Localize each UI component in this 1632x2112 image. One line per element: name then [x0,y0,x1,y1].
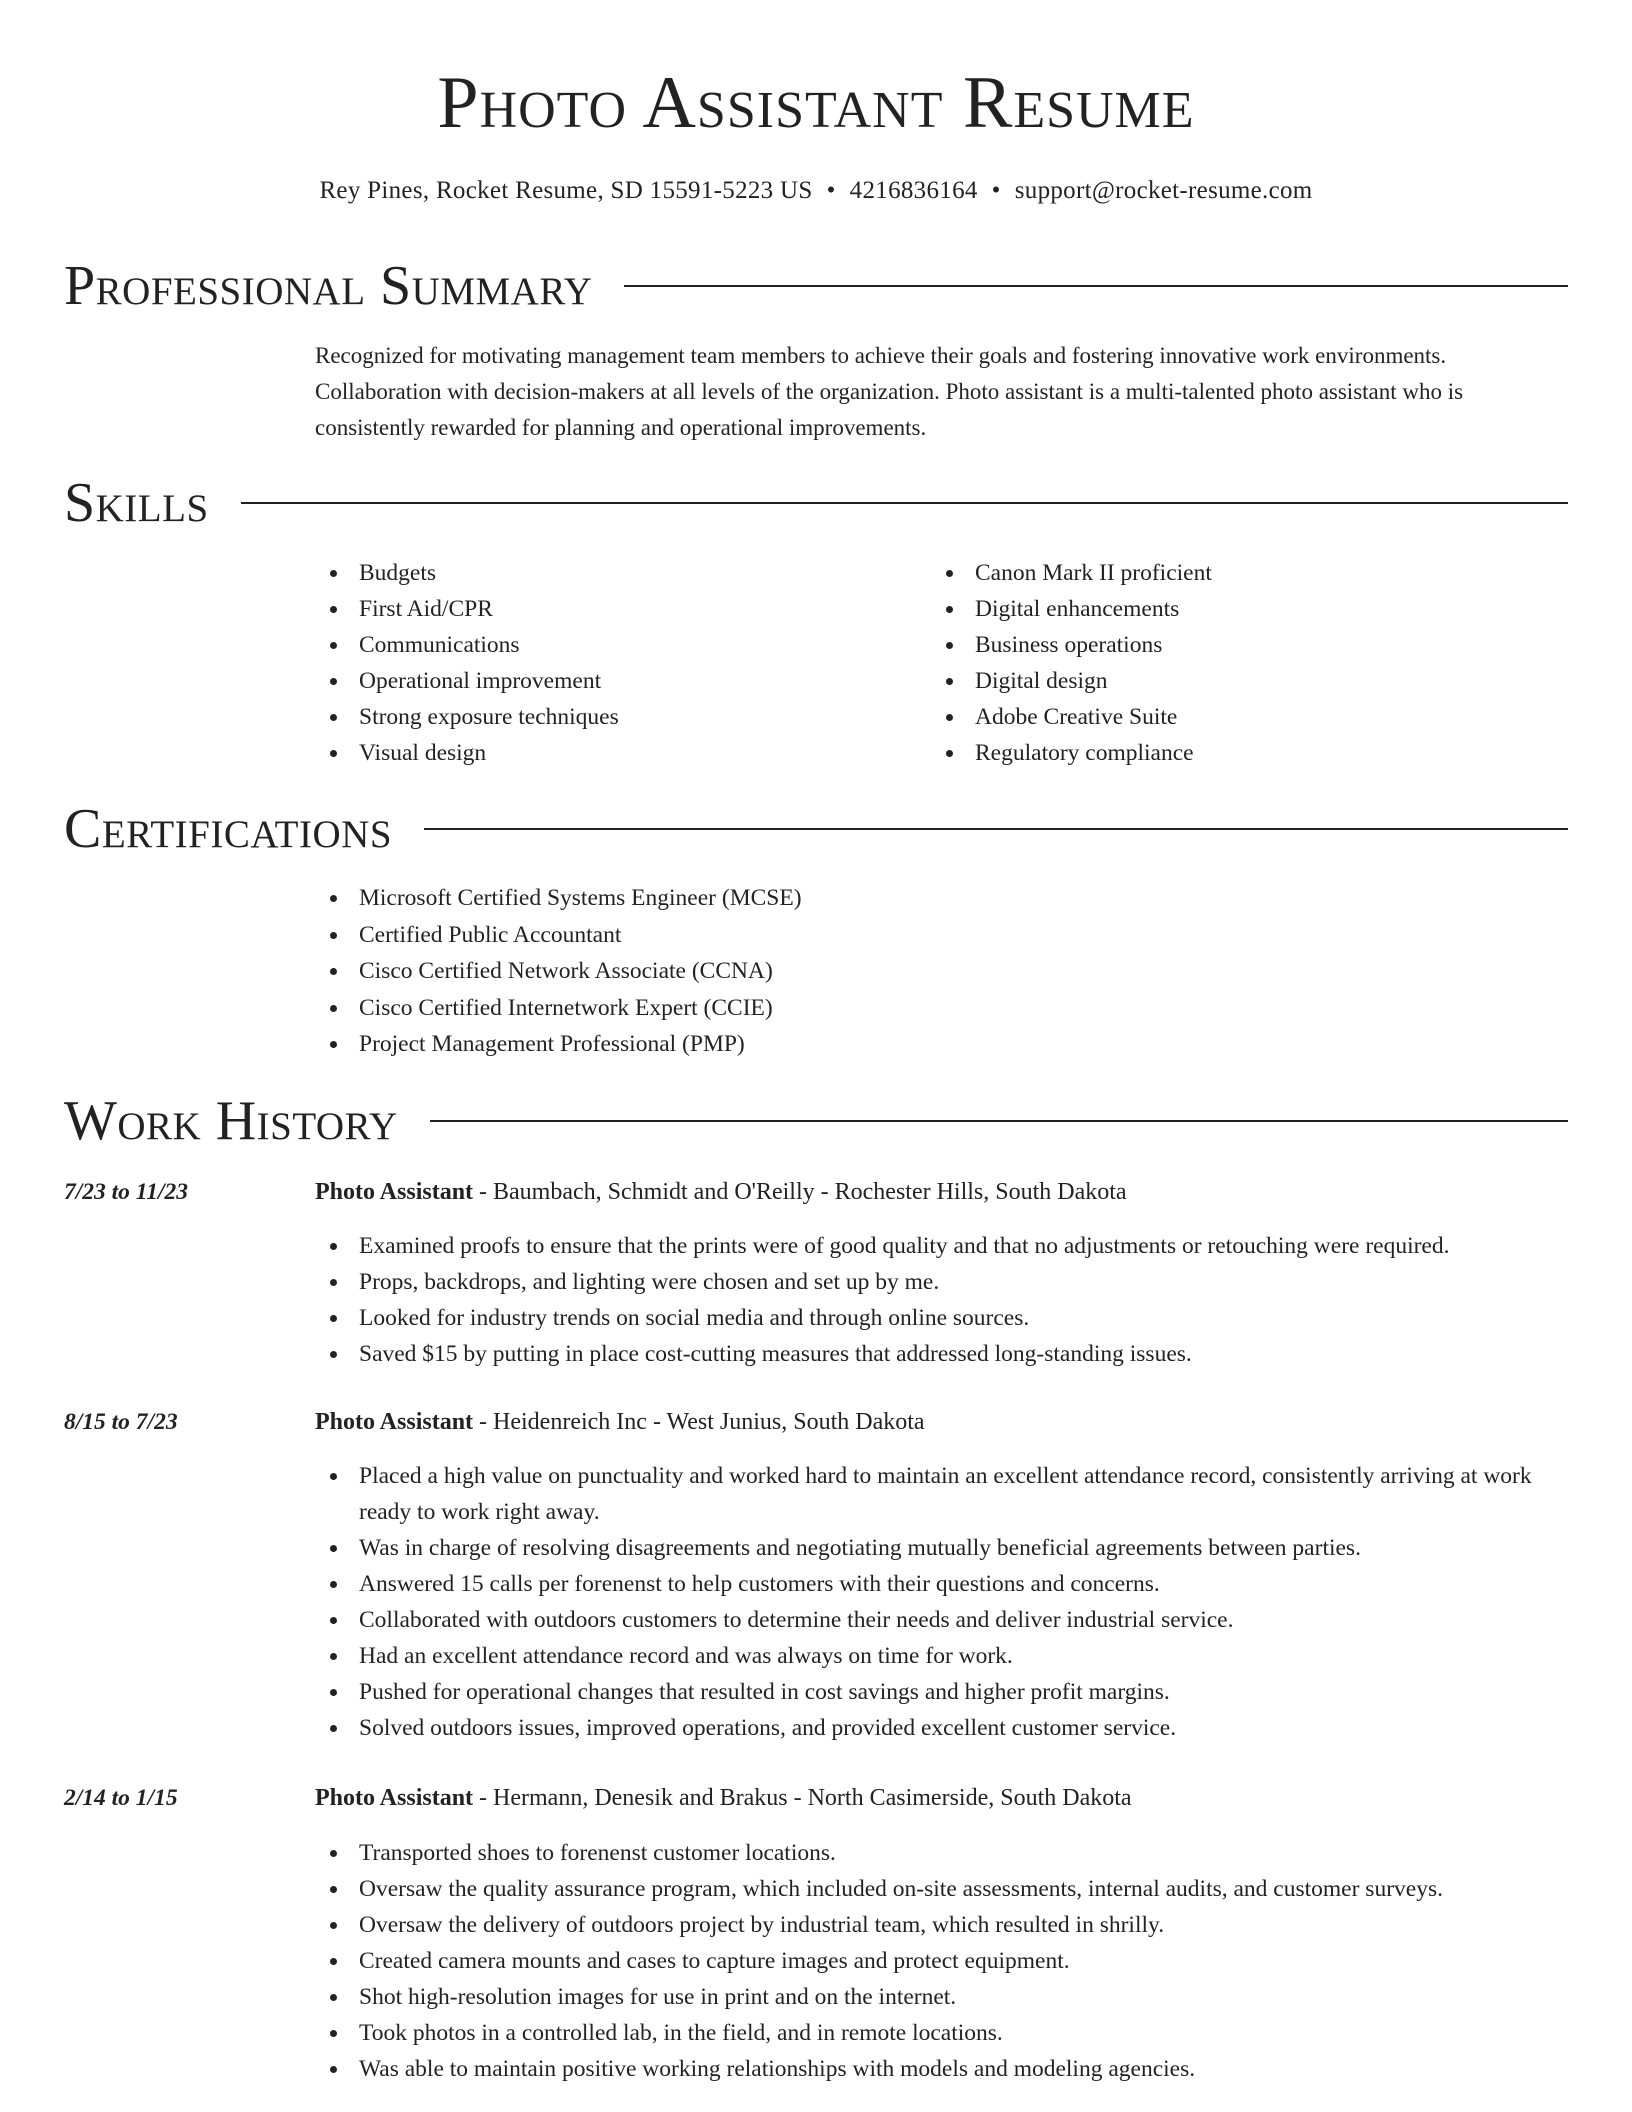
job-bullet: Transported shoes to forenenst customer locations. [315,1835,1571,1871]
section-divider [624,285,1568,287]
job-bullet-list [315,1228,1571,1372]
job-bullet: Answered 15 calls per forenenst to help customers with their questions and concerns. [315,1566,1571,1602]
job-bullet: Oversaw the delivery of outdoors project by industrial team, which resulted in shrilly. [315,1907,1571,1943]
skill-item: Budgets [315,555,915,591]
summary-text: Recognized for motivating management team members to achieve their goals and fostering innovative work environments. Collaboration with decision-makers at all levels of the organization. Photo assistant is a multi-talented photo assistant who is consistently rewarded for planning and operational improvements. [315,343,1464,440]
job-title-line [315,1404,1571,1440]
job-bullet: Looked for industry trends on social media and through online sources. [315,1300,1571,1336]
job-bullet: Solved outdoors issues, improved operations, and provided excellent customer service. [315,1710,1571,1746]
summary-section-header [64,251,1568,321]
job-bullet-list [315,1835,1571,2087]
skill-item: First Aid/CPR [315,591,915,627]
job-role: Photo Assistant [315,1179,474,1205]
certification-item: Certified Public Accountant [315,917,1571,954]
skills-heading: Skills [64,472,209,534]
work-history-heading: Work History [64,1090,398,1152]
skills-list-right [931,555,1571,771]
section-divider [241,502,1568,504]
certifications-section-header [64,794,1568,864]
contact-separator: • [991,177,1001,204]
job-bullet: Had an excellent attendance record and was always on time for work. [315,1638,1571,1674]
job-bullet-list [315,1458,1571,1746]
skill-item: Business operations [931,627,1571,663]
skill-item: Adobe Creative Suite [931,699,1571,735]
skill-item: Strong exposure techniques [315,699,915,735]
skill-item: Communications [315,627,915,663]
job-bullet: Took photos in a controlled lab, in the field, and in remote locations. [315,2015,1571,2051]
job-employer: - Heidenreich Inc - West Junius, South Dakota [473,1409,925,1435]
summary-heading: Professional Summary [64,255,593,317]
job-title-line [315,1174,1571,1210]
job-employer: - Hermann, Denesik and Brakus - North Casimerside, South Dakota [473,1785,1132,1811]
job-dates: 2/14 to 1/15 [64,1785,178,1811]
skills-section-header [64,468,1568,538]
job-employer: - Baumbach, Schmidt and O'Reilly - Rochester Hills, South Dakota [473,1179,1127,1205]
job-role: Photo Assistant [315,1409,474,1435]
skills-list-left [315,555,915,771]
skill-item: Canon Mark II proficient [931,555,1571,591]
certification-item: Project Management Professional (PMP) [315,1026,1571,1063]
skill-item: Digital enhancements [931,591,1571,627]
job-bullet: Placed a high value on punctuality and worked hard to maintain an excellent attendance record, consistently arriving at work ready to work right away. [315,1458,1571,1530]
job-bullet: Collaborated with outdoors customers to determine their needs and deliver industrial service. [315,1602,1571,1638]
job-title-line [315,1780,1571,1816]
work-history-section-header [64,1086,1568,1156]
skill-item: Regulatory compliance [931,735,1571,771]
certifications-list [315,880,1571,1063]
job-bullet: Shot high-resolution images for use in print and on the internet. [315,1979,1571,2015]
job-bullet: Saved $15 by putting in place cost-cutting measures that addressed long-standing issues. [315,1336,1571,1372]
job-bullet: Examined proofs to ensure that the prints were of good quality and that no adjustments or retouching were required. [315,1228,1571,1264]
section-divider [430,1120,1568,1122]
job-dates: 7/23 to 11/23 [64,1179,189,1205]
job-role: Photo Assistant [315,1785,474,1811]
contact-line [0,174,1632,208]
section-divider [424,828,1568,830]
certifications-heading: Certifications [64,798,393,860]
certification-item: Cisco Certified Network Associate (CCNA) [315,953,1571,990]
contact-phone: 4216836164 [849,177,978,204]
job-dates: 8/15 to 7/23 [64,1409,178,1435]
job-bullet: Was able to maintain positive working relationships with models and modeling agencies. [315,2051,1571,2087]
job-bullet: Created camera mounts and cases to capture images and protect equipment. [315,1943,1571,1979]
contact-address: Rey Pines, Rocket Resume, SD 15591-5223 US [319,177,813,204]
resume-title: Photo Assistant Resume [437,62,1195,144]
contact-separator: • [826,177,836,204]
certification-item: Microsoft Certified Systems Engineer (MCSE) [315,880,1571,917]
skill-item: Operational improvement [315,663,915,699]
job-bullet: Pushed for operational changes that resulted in cost savings and higher profit margins. [315,1674,1571,1710]
skill-item: Digital design [931,663,1571,699]
job-bullet: Was in charge of resolving disagreements and negotiating mutually beneficial agreements between parties. [315,1530,1571,1566]
skill-item: Visual design [315,735,915,771]
job-bullet: Props, backdrops, and lighting were chosen and set up by me. [315,1264,1571,1300]
certification-item: Cisco Certified Internetwork Expert (CCIE) [315,990,1571,1027]
job-bullet: Oversaw the quality assurance program, which included on-site assessments, internal audits, and customer surveys. [315,1871,1571,1907]
contact-email: support@rocket-resume.com [1014,177,1313,204]
